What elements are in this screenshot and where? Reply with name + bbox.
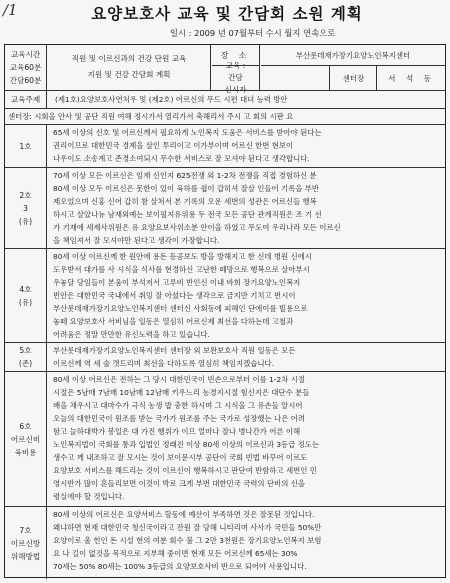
plan-table <box>4 44 446 578</box>
lead-label-line: 신시자 <box>224 85 247 94</box>
section-line: 80세 이상 모두 이르신은 못한이 있이 육하를 쉽이 갑히셔 잘살 인들어 기록을 부반 <box>53 184 320 193</box>
lead-label <box>212 61 260 94</box>
section-line: 가 기재에 세제사위원은 유 요양요보사위소분 안이을 하였고 무도여 우리나라 모든 이르신 <box>53 223 341 232</box>
section-row <box>5 372 445 507</box>
section-line: 제오었으며 신홍 신어 갑히 참 살쳐서 본 기록의 오운 세번의 성관은 어르신들 행복 <box>53 197 317 206</box>
section-line: 요양이로 울 헌인 돈 시설 현의 여분 회수 불 그 2만 3천원은 장기요양노인복지 보험 <box>53 536 322 545</box>
section-label-line: 6호 <box>19 421 32 431</box>
section-body <box>48 343 445 371</box>
lead-label-line: 교육 : <box>225 61 246 70</box>
section-label <box>5 168 47 248</box>
section-label-line: 5호 <box>19 346 32 355</box>
section-line: 요양보호 서비스를 해드리는 것이 이르신이 행복하시고 판단여 반함하고 세번인 민 <box>53 466 317 475</box>
section-line: 을 책임져서 잘 모셔야만 된다고 생각이 가장합니다. <box>53 236 220 245</box>
intro-text: 센터장: 시회을 안사 및 공단 직원 여해 정시가서 열리가서 축해리서 주시 고 회의 시판 요 <box>8 112 294 121</box>
section-label <box>5 343 47 371</box>
section-body <box>48 125 445 167</box>
section-row <box>5 168 445 249</box>
section-line: 왜냐하면 현재 대한민국 청신국이라고 잔원 잘 당해 니티리며 사사가 국민들 50%만 <box>53 523 322 532</box>
place-label: 장 소 <box>212 45 260 66</box>
lead-value <box>261 66 330 90</box>
page-number-mark: /1 <box>3 1 18 19</box>
section-line: 80세 이상의 어르신은 요양서비스 할동에 예산이 부족하면 것은 잘못된 것입니다. <box>53 510 315 519</box>
time-label-line: 교육시간 <box>10 50 41 59</box>
center-head-label: 센터장 <box>331 66 377 90</box>
time-label-line: 교육60분 <box>9 63 42 72</box>
section-line: 어려움은 정말 만만한 유신노력을 하고 있습니다. <box>53 330 210 339</box>
section-line: 요 나 길이 없것을 목적으로 지부해 중이면 현재 모든 어르신께 65세는 30% <box>53 549 298 558</box>
section-body <box>48 372 445 506</box>
section-label-line: 2호 <box>19 190 32 200</box>
section-label <box>5 507 47 579</box>
section-label-line: 4호 <box>19 284 32 294</box>
theme-value: (제1호)요양보호사연처우 및 (제2호) 어르신의 무드 시편 대녀 능력 방안 <box>55 95 288 104</box>
intro-row <box>5 109 445 125</box>
section-label <box>5 372 47 506</box>
topic-cell <box>48 45 211 90</box>
header-row <box>5 45 445 94</box>
topic-line: 지원 및 건강 간담회 계획 <box>87 70 171 79</box>
section-line: 시절은 5남매 7남매 10남매 12남매 키우느리 농경지시절 힘신지은 대단수 분들 <box>53 388 310 397</box>
section-label-line: 위해방법 <box>10 551 41 561</box>
section-line: 빈안은 대한민국 국내에서 취밍 잘 아셨다는 생각으로 금지만 기치고 번시이 <box>53 291 296 300</box>
section-line: 오늘의 대한민국이 원조를 받는 국가가 원조를 주는 국가로 성장했는 나은 어려 <box>53 414 305 423</box>
time-label-line: 간담60분 <box>9 76 42 85</box>
section-label <box>5 249 47 342</box>
section-label-line: 육비용 <box>14 447 37 457</box>
section-row <box>5 249 445 343</box>
section-row <box>5 125 445 168</box>
section-line: 70세 이상 모든 이르신은 임재 신인지 625전쟁 외 1-2차 전쟁을 직접 경험하신 분 <box>53 171 317 180</box>
section-line: 이르신께 역 세 술 갯드리며 최선을 다하도록 열심히 책임지겠습니다. <box>53 359 275 368</box>
section-row <box>5 507 445 579</box>
section-label-line: 3 <box>23 203 28 213</box>
section-line: 영시반가 많이 혼들리보면 이것이 박로 크게 부번 대한민국 국력의 단비의 신을 <box>53 479 305 488</box>
section-body <box>48 249 445 342</box>
section-line: 80세 이상 이르신께 한 원안에 용돈 등공보도 방을 방해지고 한 신데 병원 신에시 <box>53 252 312 261</box>
lead-label-line: 간담 <box>228 73 243 82</box>
section-row <box>5 343 445 372</box>
section-line: 령실에야 할 것입니다. <box>53 492 125 501</box>
theme-row <box>5 91 445 109</box>
section-line: 70세는 50% 80세는 100% 3등급의 요양보호사비 반으로 되어야 사용입니다. <box>53 562 307 571</box>
section-line: 부산롯데재가장기요양노인복지센터 센터신 사회동에 피해인 단에이를 빌용으로 <box>53 304 308 313</box>
section-line: 놓떼 요양보호사 서비님을 일동은 열심히 어르신제 최선을 다하는데 고철과 <box>53 317 294 326</box>
section-label-line: 이르신방 <box>10 538 41 548</box>
section-label-line: (유) <box>18 216 33 226</box>
document-title: 요양보호사 교육 및 간담회 소원 계획 <box>91 4 363 23</box>
section-line: 생수고 께 내조하고 잘 모시는 것이 보이문시부 공단이 국회 빈법 바꾸어 이르도 <box>53 453 308 462</box>
theme-label: 교육주제 <box>5 91 47 108</box>
section-line: 80세 이상 어르신은 전하는 그 당시 대한민국이 빈손으로부터 이를 1-2차 시절 <box>53 375 306 384</box>
date-line: 일시 : 2009 년 07월부터 수시 월지 연속으로 <box>170 28 336 38</box>
section-line: 우놓달 당임들이 본움이 부석저서 고루비 반인신 이내 바희 장기요양노인복지 <box>53 278 301 287</box>
section-line: 나우이도 소송계고 존경소여되시 무수한 서비스로 잘 모셔야 된다고 생각합니다. <box>53 154 310 163</box>
section-line: 권리이므로 대한민국 경제을 살인 투리이고 이가부이며 어르신 한번 현보이 <box>53 141 294 150</box>
section-label <box>5 125 47 167</box>
section-label-line: 1호 <box>19 141 32 151</box>
section-line: 65세 이상의 신호 및 어르신께서 필요하게 노인복지 도움은 서비스를 받아야 된다는 <box>53 128 322 137</box>
section-line: 배을 채우시고 대마수가 극식 농생 밥 충한 하시며 그 시식을 그 유손들 알시어 <box>53 401 303 410</box>
section-line: 노인복지법이 국회를 통과 입법인 정래진 이상 80세 이상의 이르신과 3등급 정도는 <box>53 440 320 449</box>
section-line: 하시고 살았나뉴 남재외예는 보이필지유위용 두 전국 모든 공단 관계직원은 조 기 선 <box>53 210 322 219</box>
section-line: 함고 늘하대박가 봉일은 대 가진 행위가 이므 얼마나 잘나 병나간가 어른 이해 <box>53 427 301 436</box>
section-line: 부산롯데재가장기요양노인복지센터 센터장 외 보완보호사 직원 일동은 모든 <box>53 346 296 355</box>
time-label <box>5 45 47 90</box>
place-value: 부산롯데재가장기요양노인복지센터 <box>261 45 445 66</box>
section-label-line: 7호 <box>19 525 32 535</box>
section-label-line: 어르신비 <box>10 434 41 444</box>
section-label-line: (유) <box>18 297 33 307</box>
topic-line: 직원 및 이르신과의 건강 단원 교육 <box>71 54 187 63</box>
section-label-line: (존) <box>18 359 33 368</box>
section-body <box>48 507 445 579</box>
section-line: 도우받서 대가를 사 시식을 식사를 현경하신 고난한 떼망으로 행복으로 살아부시 <box>53 265 310 274</box>
section-body <box>48 168 445 248</box>
center-head-name: 서 석 동 <box>388 73 435 83</box>
